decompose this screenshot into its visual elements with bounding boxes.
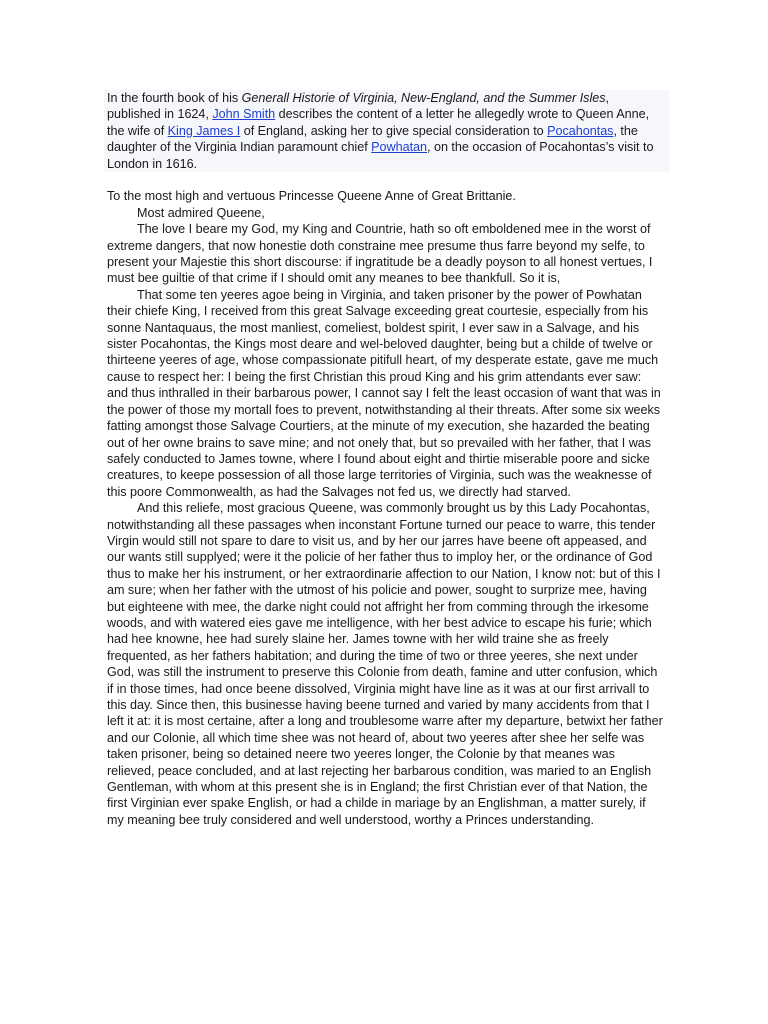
book-title: Generall Historie of Virginia, New-England, and the Summer Isles	[241, 91, 606, 105]
letter-address: Most admired Queene,	[137, 205, 265, 220]
intro-text-3: describes the content of a letter he allegedly wrote to Queen Anne, the wife of	[107, 107, 650, 138]
link-powhatan[interactable]: Powhatan	[371, 140, 428, 155]
intro-text-2: , published in 1624,	[107, 91, 609, 122]
link-john-smith[interactable]: John Smith	[212, 107, 276, 122]
letter-paragraph: The love I beare my God, my King and Countrie, hath so oft emboldened mee in the worst of extreme dangers, that now honestie doth constraine mee presume thus farre beyond my selfe, to present your Majestie this short discourse: if ingratitude be a deadly poyson to all honest vertues, I must bee guiltie of that crime if I should omit any meanes to bee thankfull. So it is,	[107, 222, 653, 286]
intro-text-1: In the fourth book of his	[107, 91, 242, 105]
letter-text	[107, 188, 663, 828]
link-pocahontas[interactable]: Pocahontas	[547, 123, 614, 138]
intro-text-5: , the daughter of the Virginia Indian paramount chief	[107, 123, 638, 155]
intro-text-6: , on the occasion of Pocahontas’s visit to London in 1616.	[107, 140, 654, 171]
intro-paragraph	[104, 90, 669, 172]
letter-paragraph: That some ten yeeres agoe being in Virginia, and taken prisoner by the power of Powhatan their chiefe King, I received from this great Salvage exceeding great courtesie, especially from his sonne Nantaquaus, the most manliest, comeliest, boldest spirit, I ever saw in a Salvage, and his sister Pocahontas, the Kings most deare and wel-beloved daughter, being but a childe of twelve or thirteene yeeres of age, whose compassionate pitifull heart, of my desperate estate, gave me much cause to respect her: I being the first Christian this proud King and his grim attendants ever saw: and thus inthralled in their barbarous power, I cannot say I felt the least occasion of want that was in the power of those my mortall foes to prevent, notwithstanding al their threats. After some six weeks fatting amongst those Salvage Courtiers, at the minute of my execution, she hazarded the beating out of her owne brains to save mine; and not onely that, but so prevailed with her father, that I was safely conducted to James towne, where I found about eight and thirtie miserable poore and sicke creatures, to keepe possession of all those large territories of Virginia, such was the weaknesse of this poore Commonwealth, as had the Salvages not fed us, we directly had starved.	[107, 287, 661, 499]
link-king-james-i[interactable]: King James I	[167, 123, 241, 138]
letter-paragraph: And this reliefe, most gracious Queene, was commonly brought us by this Lady Pocahontas, notwithstanding all these passages when inconstant Fortune turned our peace to warre, this tender Virgin would still not spare to dare to visit us, and by her our jarres have beene oft appeased, and our wants still supplyed; were it the policie of her father thus to imploy her, or the ordinance of God thus to make her his instrument, or her extraordinarie affection to our Nation, I know not: but of this I am sure; when her father with the utmost of his policie and power, sought to surprize mee, having but eighteene with mee, the darke night could not affright her from comming through the irkesome woods, and with watered eies gave me intelligence, with her best advice to escape his furie; which had hee knowne, hee had surely slaine her. James towne with her wild traine she as freely frequented, as her fathers habitation; and during the time of two or three yeeres, she next under God, was still the instrument to preserve this Colonie from death, famine and utter confusion, which if in those times, had once beene dissolved, Virginia might have line as it was at our first arrivall to this day. Since then, this businesse having beene turned and varied by many accidents from that I left it at: it is most certaine, after a long and troublesome warre after my departure, betwixt her father and our Colonie, all which time shee was not heard of, about two yeeres after shee her selfe was taken prisoner, being so detained neere two yeeres longer, the Colonie by that meanes was relieved, peace concluded, and at last rejecting her barbarous condition, was maried to an English Gentleman, with whom at this present she is in England; the first Christian ever of that Nation, the first Virginian ever spake English, or had a childe in mariage by an Englishman, a matter surely, if my meaning bee truly considered and well understood, worthy a Princes understanding.	[107, 501, 663, 827]
document-body	[107, 90, 663, 828]
intro-text	[107, 90, 663, 172]
letter-salutation: To the most high and vertuous Princesse Queene Anne of Great Brittanie.	[107, 189, 516, 204]
paragraph-spacer	[107, 172, 663, 188]
intro-text-4: of England, asking her to give special consideration to	[240, 123, 548, 138]
